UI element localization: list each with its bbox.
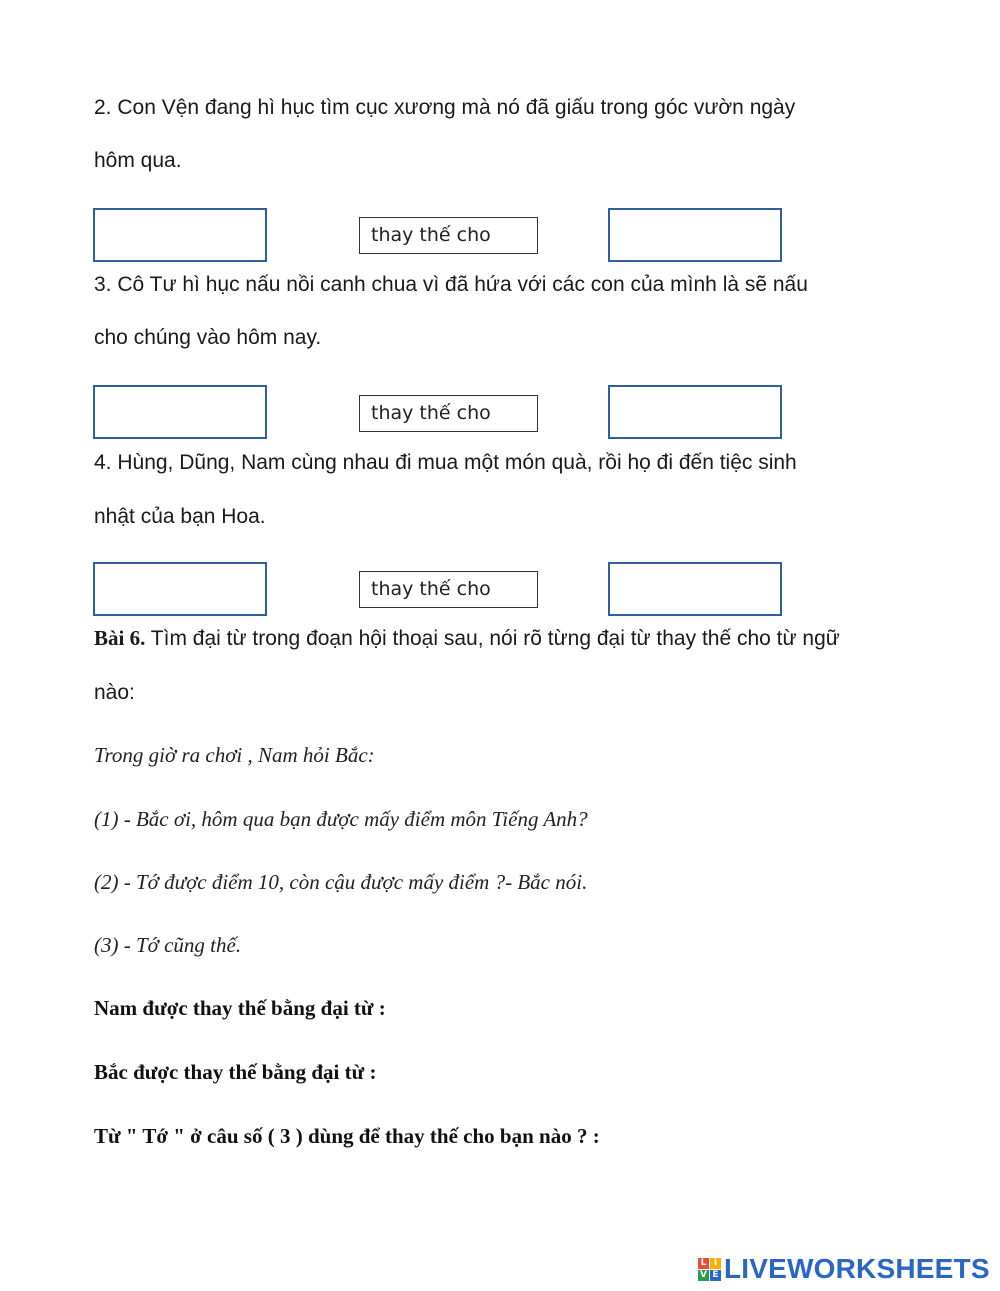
dialogue-intro: Trong giờ ra chơi , Nam hỏi Bắc: bbox=[94, 743, 375, 767]
exercise-6-prompt-line-2: nào: bbox=[94, 681, 135, 704]
question-4-answer-left[interactable] bbox=[93, 562, 267, 616]
logo-block-l: L bbox=[698, 1258, 709, 1269]
logo-blocks-icon bbox=[698, 1258, 721, 1281]
exercise-6-label: Bài 6. bbox=[94, 626, 146, 650]
logo-block-e: E bbox=[710, 1270, 721, 1281]
question-4-line-1: 4. Hùng, Dũng, Nam cùng nhau đi mua một món quà, rồi họ đi đến tiệc sinh bbox=[94, 451, 797, 474]
answer-prompt-nam: Nam được thay thế bằng đại từ : bbox=[94, 996, 386, 1020]
dialogue-line-1: (1) - Bắc ơi, hôm qua bạn được mấy điểm môn Tiếng Anh? bbox=[94, 807, 588, 831]
question-2-line-2: hôm qua. bbox=[94, 149, 182, 172]
logo-block-v: V bbox=[698, 1270, 709, 1281]
answer-prompt-bac: Bắc được thay thế bằng đại từ : bbox=[94, 1060, 377, 1084]
question-2-answer-right[interactable] bbox=[608, 208, 782, 262]
dialogue-line-3: (3) - Tớ cũng thế. bbox=[94, 933, 242, 957]
liveworksheets-logo bbox=[698, 1253, 990, 1285]
question-3-line-1: 3. Cô Tư hì hục nấu nồi canh chua vì đã hứa với các con của mình là sẽ nấu bbox=[94, 273, 808, 296]
dialogue-line-2: (2) - Tớ được điểm 10, còn cậu được mấy điểm ?- Bắc nói. bbox=[94, 870, 588, 894]
question-4-answer-right[interactable] bbox=[608, 562, 782, 616]
logo-text: LIVEWORKSHEETS bbox=[724, 1253, 990, 1284]
question-4-connector: thay thế cho bbox=[359, 571, 538, 608]
question-2-line-1: 2. Con Vện đang hì hục tìm cục xương mà nó đã giấu trong góc vườn ngày bbox=[94, 96, 796, 119]
exercise-6-prompt bbox=[94, 628, 840, 649]
question-3-answer-left[interactable] bbox=[93, 385, 267, 439]
question-3-answer-right[interactable] bbox=[608, 385, 782, 439]
logo-block-i: I bbox=[710, 1258, 721, 1269]
exercise-6-prompt-text: Tìm đại từ trong đoạn hội thoại sau, nói rõ từng đại từ thay thế cho từ ngữ bbox=[145, 627, 840, 650]
question-2-answer-left[interactable] bbox=[93, 208, 267, 262]
question-2-connector: thay thế cho bbox=[359, 217, 538, 254]
question-3-line-2: cho chúng vào hôm nay. bbox=[94, 326, 322, 349]
question-3-connector: thay thế cho bbox=[359, 395, 538, 432]
answer-prompt-to: Từ " Tớ " ở câu số ( 3 ) dùng để thay thế cho bạn nào ? : bbox=[94, 1124, 600, 1148]
question-4-line-2: nhật của bạn Hoa. bbox=[94, 505, 266, 528]
